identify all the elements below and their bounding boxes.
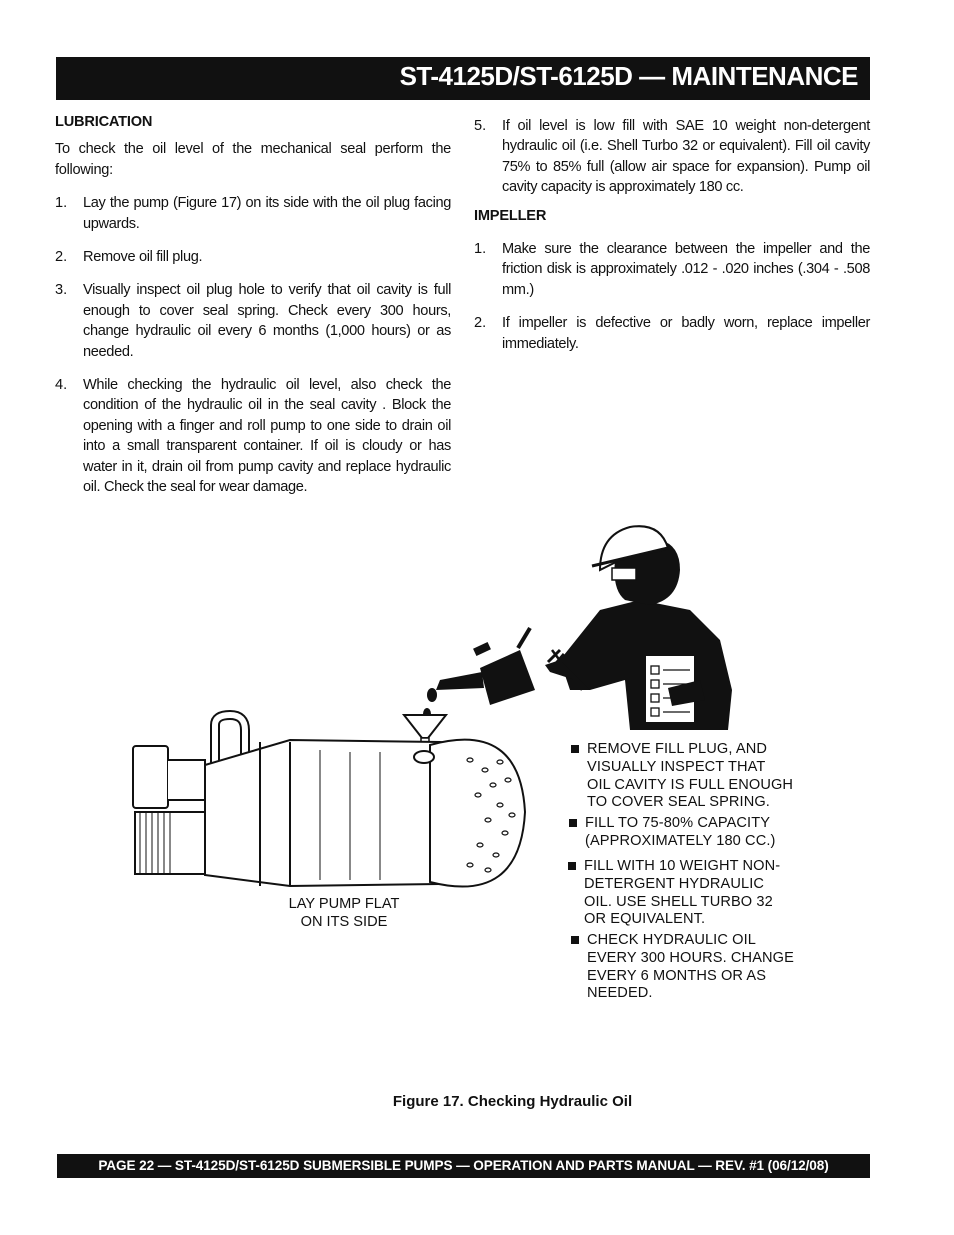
item-text: While checking the hydraulic oil level, also check the condition of the hydraulic oil in the seal cavity . Block the opening with a finger and roll pump to one side to drain oil into a small transparent container. If oil is cloudy or has water in it, drain oil from pump cavity and replace hydraulic oil. Check the seal for wear damage. — [83, 377, 451, 496]
lubrication-intro: To check the oil level of the mechanical seal perform the following: — [55, 141, 451, 178]
impeller-heading: IMPELLER — [474, 207, 547, 224]
callout-fill-capacity — [569, 815, 829, 851]
item-number: 1. — [474, 241, 487, 258]
callout-check-schedule — [571, 932, 831, 1003]
item-text: Remove oil fill plug. — [83, 249, 203, 266]
bullet-icon — [571, 936, 579, 944]
lubrication-heading: LUBRICATION — [55, 114, 153, 130]
lay-pump-caption: LAY PUMP FLAT ON ITS SIDE — [288, 896, 400, 930]
oil-can — [423, 628, 535, 720]
callout-text: CHECK HYDRAULIC OIL EVERY 300 HOURS. CHANGE EVERY 6 MONTHS OR AS NEEDED. — [587, 932, 794, 1002]
item-text: If impeller is defective or badly worn, replace impeller immediately. — [502, 315, 870, 352]
bullet-icon — [568, 862, 576, 870]
item-text: Lay the pump (Figure 17) on its side with the oil plug facing upwards. — [83, 195, 451, 232]
item-number: 5. — [474, 118, 487, 134]
item-text: If oil level is low fill with SAE 10 weight non-detergent hydraulic oil (i.e. Shell Turbo 32 or equivalent). Fill oil cavity 75% to 85% full (allow air space for expansion). Pump oil cavity capacity is approximately 180 cc. — [502, 118, 870, 196]
item-number: 4. — [55, 377, 68, 394]
item-text: Make sure the clearance between the impeller and the friction disk is approximately .012 - .020 inches (.304 - .508 mm.) — [502, 241, 870, 298]
callout-text: FILL WITH 10 WEIGHT NON- DETERGENT HYDRAULIC OIL. USE SHELL TURBO 32 OR EQUIVALENT. — [584, 858, 781, 928]
item-number: 2. — [55, 249, 68, 266]
bullet-icon — [571, 745, 579, 753]
callout-text: FILL TO 75-80% CAPACITY (APPROXIMATELY 180 CC.) — [585, 815, 776, 849]
callout-oil-type — [568, 858, 828, 929]
callout-text: REMOVE FILL PLUG, AND VISUALLY INSPECT THAT OIL CAVITY IS FULL ENOUGH TO COVER SEAL SPRING. — [587, 741, 794, 811]
bullet-icon — [569, 819, 577, 827]
callout-remove-fill-plug — [571, 741, 831, 812]
worker-figure — [545, 526, 732, 730]
item-text: Visually inspect oil plug hole to verify that oil cavity is full enough to cover seal spring. Check every 300 hours, change hydraulic oil every 6 months (1,000 hours) or as needed. — [83, 282, 451, 360]
page-title: ST-4125D/ST-6125D — MAINTENANCE — [399, 61, 858, 91]
item-number: 3. — [55, 282, 68, 299]
item-number: 1. — [55, 195, 68, 212]
page-footer: PAGE 22 — ST-4125D/ST-6125D SUBMERSIBLE PUMPS — OPERATION AND PARTS MANUAL — REV. #1 (06/12/08) — [57, 1154, 870, 1178]
pump-body — [133, 715, 525, 887]
item-number: 2. — [474, 315, 487, 332]
figure-caption: Figure 17. Checking Hydraulic Oil — [392, 1093, 633, 1110]
